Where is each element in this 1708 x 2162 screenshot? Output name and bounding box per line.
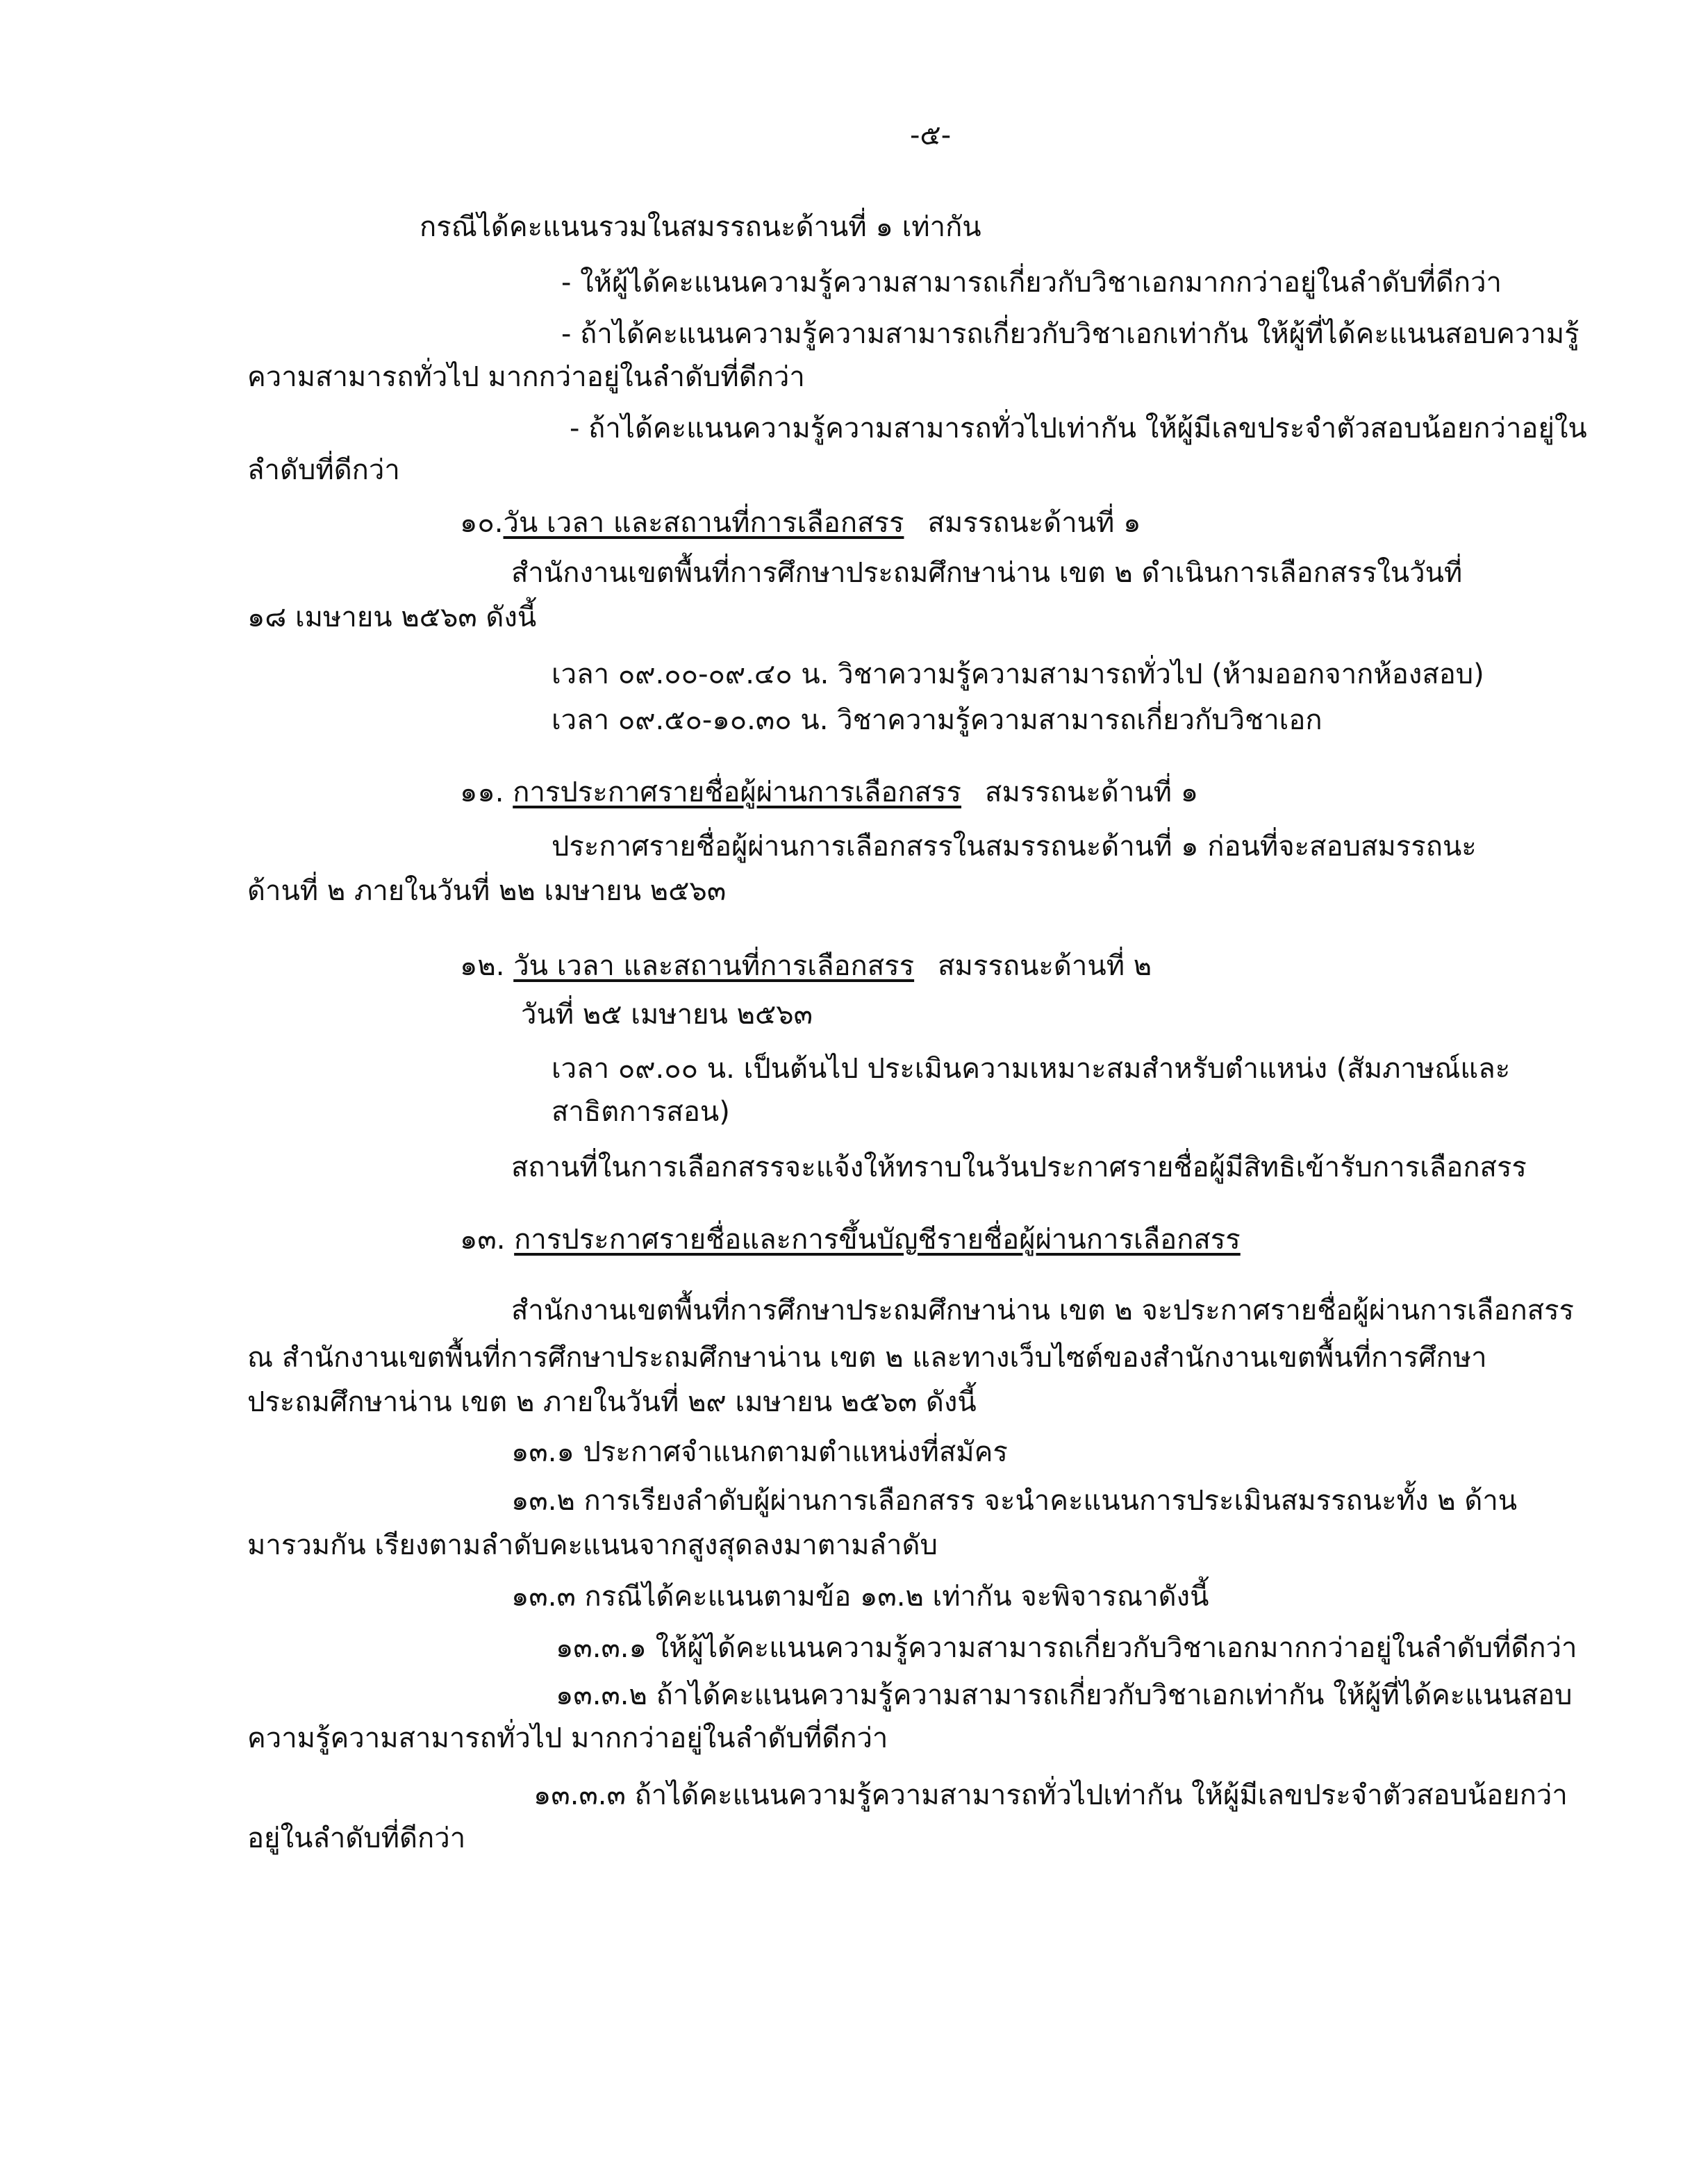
tie-rule-bullet-1: - ให้ผู้ได้คะแนนความรู้ความสามารถเกี่ยวกับวิชาเอกมากกว่าอยู่ในลำดับที่ดีกว่า xyxy=(561,267,1502,299)
section-10-paragraph-line-2: ๑๘ เมษายน ๒๕๖๓ ดังนี้ xyxy=(247,601,537,633)
section-10-heading xyxy=(460,503,1141,543)
section-13-paragraph-line-1: สำนักงานเขตพื้นที่การศึกษาประถมศึกษาน่าน เขต ๒ จะประกาศรายชื่อผู้ผ่านการเลือกสรร xyxy=(511,1295,1575,1327)
tie-rule-bullet-3-line-1: - ถ้าได้คะแนนความรู้ความสามารถทั่วไปเท่ากัน ให้ผู้มีเลขประจำตัวสอบน้อยกว่าอยู่ใน xyxy=(570,413,1587,444)
section-10-time-2: เวลา ๐๙.๕๐-๑๐.๓๐ น. วิชาความรู้ความสามารถเกี่ยวกับวิชาเอก xyxy=(552,704,1323,736)
section-11-title: การประกาศรายชื่อผู้ผ่านการเลือกสรร xyxy=(513,776,962,808)
section-10-suffix: สมรรถนะด้านที่ ๑ xyxy=(927,507,1141,539)
section-13-item-3: ๑๓.๓ กรณีได้คะแนนตามข้อ ๑๓.๒ เท่ากัน จะพิจารณาดังนี้ xyxy=(511,1581,1209,1613)
tie-rule-bullet-2-line-2: ความสามารถทั่วไป มากกว่าอยู่ในลำดับที่ดีกว่า xyxy=(247,361,805,393)
section-12-number: ๑๒. xyxy=(460,950,505,982)
section-11-paragraph-line-1: ประกาศรายชื่อผู้ผ่านการเลือกสรรในสมรรถนะด้านที่ ๑ ก่อนที่จะสอบสมรรถนะ xyxy=(552,831,1477,863)
section-12-heading xyxy=(460,946,1152,986)
section-13-item-3-2-line-2: ความรู้ความสามารถทั่วไป มากกว่าอยู่ในลำดับที่ดีกว่า xyxy=(247,1722,888,1754)
page-number: -๕- xyxy=(910,119,952,151)
section-10-number: ๑๐. xyxy=(460,507,504,539)
section-12-title: วัน เวลา และสถานที่การเลือกสรร xyxy=(513,950,915,982)
section-11-suffix: สมรรถนะด้านที่ ๑ xyxy=(985,776,1199,808)
section-13-item-3-1: ๑๓.๓.๑ ให้ผู้ได้คะแนนความรู้ความสามารถเกี่ยวกับวิชาเอกมากกว่าอยู่ในลำดับที่ดีกว่า xyxy=(556,1632,1577,1664)
section-12-date: วันที่ ๒๕ เมษายน ๒๕๖๓ xyxy=(521,999,813,1031)
section-13-number: ๑๓. xyxy=(460,1224,506,1256)
section-13-item-3-3-line-2: อยู่ในลำดับที่ดีกว่า xyxy=(247,1822,466,1854)
section-10-title: วัน เวลา และสถานที่การเลือกสรร xyxy=(503,507,904,539)
section-12-suffix: สมรรถนะด้านที่ ๒ xyxy=(938,950,1152,982)
section-10-paragraph-line-1: สำนักงานเขตพื้นที่การศึกษาประถมศึกษาน่าน เขต ๒ ดำเนินการเลือกสรรในวันที่ xyxy=(511,557,1463,589)
section-11-number: ๑๑. xyxy=(460,776,504,808)
section-13-paragraph-line-3: ประถมศึกษาน่าน เขต ๒ ภายในวันที่ ๒๙ เมษายน ๒๕๖๓ ดังนี้ xyxy=(247,1386,977,1418)
section-13-item-1: ๑๓.๑ ประกาศจำแนกตามตำแหน่งที่สมัคร xyxy=(511,1436,1008,1468)
section-13-item-2-line-2: มารวมกัน เรียงตามลำดับคะแนนจากสูงสุดลงมาตามลำดับ xyxy=(247,1529,938,1561)
tie-rule-intro: กรณีได้คะแนนรวมในสมรรถนะด้านที่ ๑ เท่ากัน xyxy=(420,211,981,243)
tie-rule-bullet-3-line-2: ลำดับที่ดีกว่า xyxy=(247,454,400,486)
section-11-paragraph-line-2: ด้านที่ ๒ ภายในวันที่ ๒๒ เมษายน ๒๕๖๓ xyxy=(247,875,727,907)
section-12-place: สถานที่ในการเลือกสรรจะแจ้งให้ทราบในวันประกาศรายชื่อผู้มีสิทธิเข้ารับการเลือกสรร xyxy=(511,1151,1527,1183)
section-13-title: การประกาศรายชื่อและการขึ้นบัญชีรายชื่อผู้ผ่านการเลือกสรร xyxy=(514,1224,1241,1256)
section-12-time-line-2: สาธิตการสอน) xyxy=(552,1096,730,1128)
section-13-item-2-line-1: ๑๓.๒ การเรียงลำดับผู้ผ่านการเลือกสรร จะนำคะแนนการประเมินสมรรถนะทั้ง ๒ ด้าน xyxy=(511,1485,1518,1517)
section-13-item-3-2-line-1: ๑๓.๓.๒ ถ้าได้คะแนนความรู้ความสามารถเกี่ยวกับวิชาเอกเท่ากัน ให้ผู้ที่ได้คะแนนสอบ xyxy=(556,1679,1573,1711)
section-13-paragraph-line-2: ณ สำนักงานเขตพื้นที่การศึกษาประถมศึกษาน่าน เขต ๒ และทางเว็บไซต์ของสำนักงานเขตพื้นที่การศึกษา xyxy=(247,1342,1487,1374)
section-10-time-1: เวลา ๐๙.๐๐-๐๙.๔๐ น. วิชาความรู้ความสามารถทั่วไป (ห้ามออกจากห้องสอบ) xyxy=(552,658,1484,690)
section-13-heading xyxy=(460,1220,1241,1260)
section-12-time-line-1: เวลา ๐๙.๐๐ น. เป็นต้นไป ประเมินความเหมาะสมสำหรับตำแหน่ง (สัมภาษณ์และ xyxy=(552,1053,1511,1085)
tie-rule-bullet-2-line-1: - ถ้าได้คะแนนความรู้ความสามารถเกี่ยวกับวิชาเอกเท่ากัน ให้ผู้ที่ได้คะแนนสอบความรู้ xyxy=(561,318,1580,350)
section-13-item-3-3-line-1: ๑๓.๓.๓ ถ้าได้คะแนนความรู้ความสามารถทั่วไปเท่ากัน ให้ผู้มีเลขประจำตัวสอบน้อยกว่า xyxy=(533,1779,1568,1811)
section-11-heading xyxy=(460,772,1198,813)
